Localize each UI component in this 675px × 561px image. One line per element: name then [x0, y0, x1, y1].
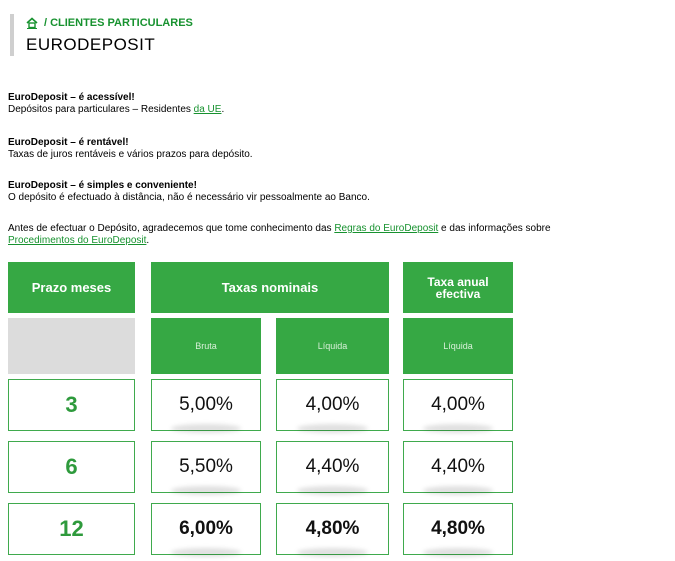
subheader-gross: Bruta [151, 318, 261, 374]
notice-after: . [146, 235, 150, 246]
gross-rate-6 [151, 441, 261, 493]
gross-rate-value: 5,00% [179, 394, 233, 415]
notice-text [8, 223, 670, 247]
term-spacer [8, 318, 135, 374]
feature-heading: EuroDeposit – é rentável! [8, 137, 129, 148]
subheader-annual-net: Líquida [403, 318, 513, 374]
annual-rate-12 [403, 503, 513, 555]
term-3: 3 [8, 379, 135, 431]
gross-rate-value: 6,00% [179, 518, 233, 539]
breadcrumb-separator: / [44, 17, 48, 29]
feature-accessible [8, 92, 670, 116]
header-nominal-rates: Taxas nominais [151, 262, 389, 313]
header-annual-line2: efectiva [435, 286, 481, 301]
net-rate-value: 4,40% [305, 456, 360, 477]
procedures-link[interactable]: Procedimentos do EuroDeposit [8, 235, 147, 246]
net-rate-12 [276, 503, 389, 555]
breadcrumb-section[interactable]: CLIENTES PARTICULARES [50, 17, 193, 29]
term-12: 12 [8, 503, 135, 555]
annual-rate-3 [403, 379, 513, 431]
feature-text: Taxas de juros rentáveis e vários prazos para depósito. [8, 149, 253, 160]
net-rate-3 [276, 379, 389, 431]
breadcrumb [26, 16, 193, 30]
net-rate-value: 4,00% [305, 394, 360, 415]
feature-heading: EuroDeposit – é simples e conveniente! [8, 180, 197, 191]
term-6: 6 [8, 441, 135, 493]
page-header [10, 14, 193, 56]
feature-simple [8, 180, 670, 204]
feature-text: Depósitos para particulares – Residentes [8, 104, 194, 115]
feature-profitable [8, 137, 670, 161]
rules-link[interactable]: Regras do EuroDeposit [334, 223, 439, 234]
net-rate-6 [276, 441, 389, 493]
feature-text: O depósito é efectuado à distância, não é necessário vir pessoalmente ao Banco. [8, 192, 370, 203]
annual-rate-value: 4,40% [431, 456, 485, 477]
notice-middle: e das informações sobre [438, 223, 551, 234]
annual-rate-value: 4,80% [431, 518, 485, 539]
annual-rate-6 [403, 441, 513, 493]
page-title: EURODEPOSIT [26, 35, 156, 54]
header-annual-rate [403, 262, 513, 313]
feature-text-end: . [221, 104, 225, 115]
header-annual-line1: Taxa anual [427, 274, 489, 289]
home-icon[interactable] [26, 17, 38, 29]
ue-link[interactable]: da UE [193, 104, 222, 115]
gross-rate-3 [151, 379, 261, 431]
notice-before: Antes de efectuar o Depósito, agradecemos que tome conhecimento das [8, 223, 335, 234]
annual-rate-value: 4,00% [431, 394, 485, 415]
header-term: Prazo meses [8, 262, 135, 313]
gross-rate-12 [151, 503, 261, 555]
gross-rate-value: 5,50% [179, 456, 233, 477]
subheader-net: Líquida [276, 318, 389, 374]
net-rate-value: 4,80% [305, 518, 360, 539]
feature-heading: EuroDeposit – é acessível! [8, 92, 135, 103]
